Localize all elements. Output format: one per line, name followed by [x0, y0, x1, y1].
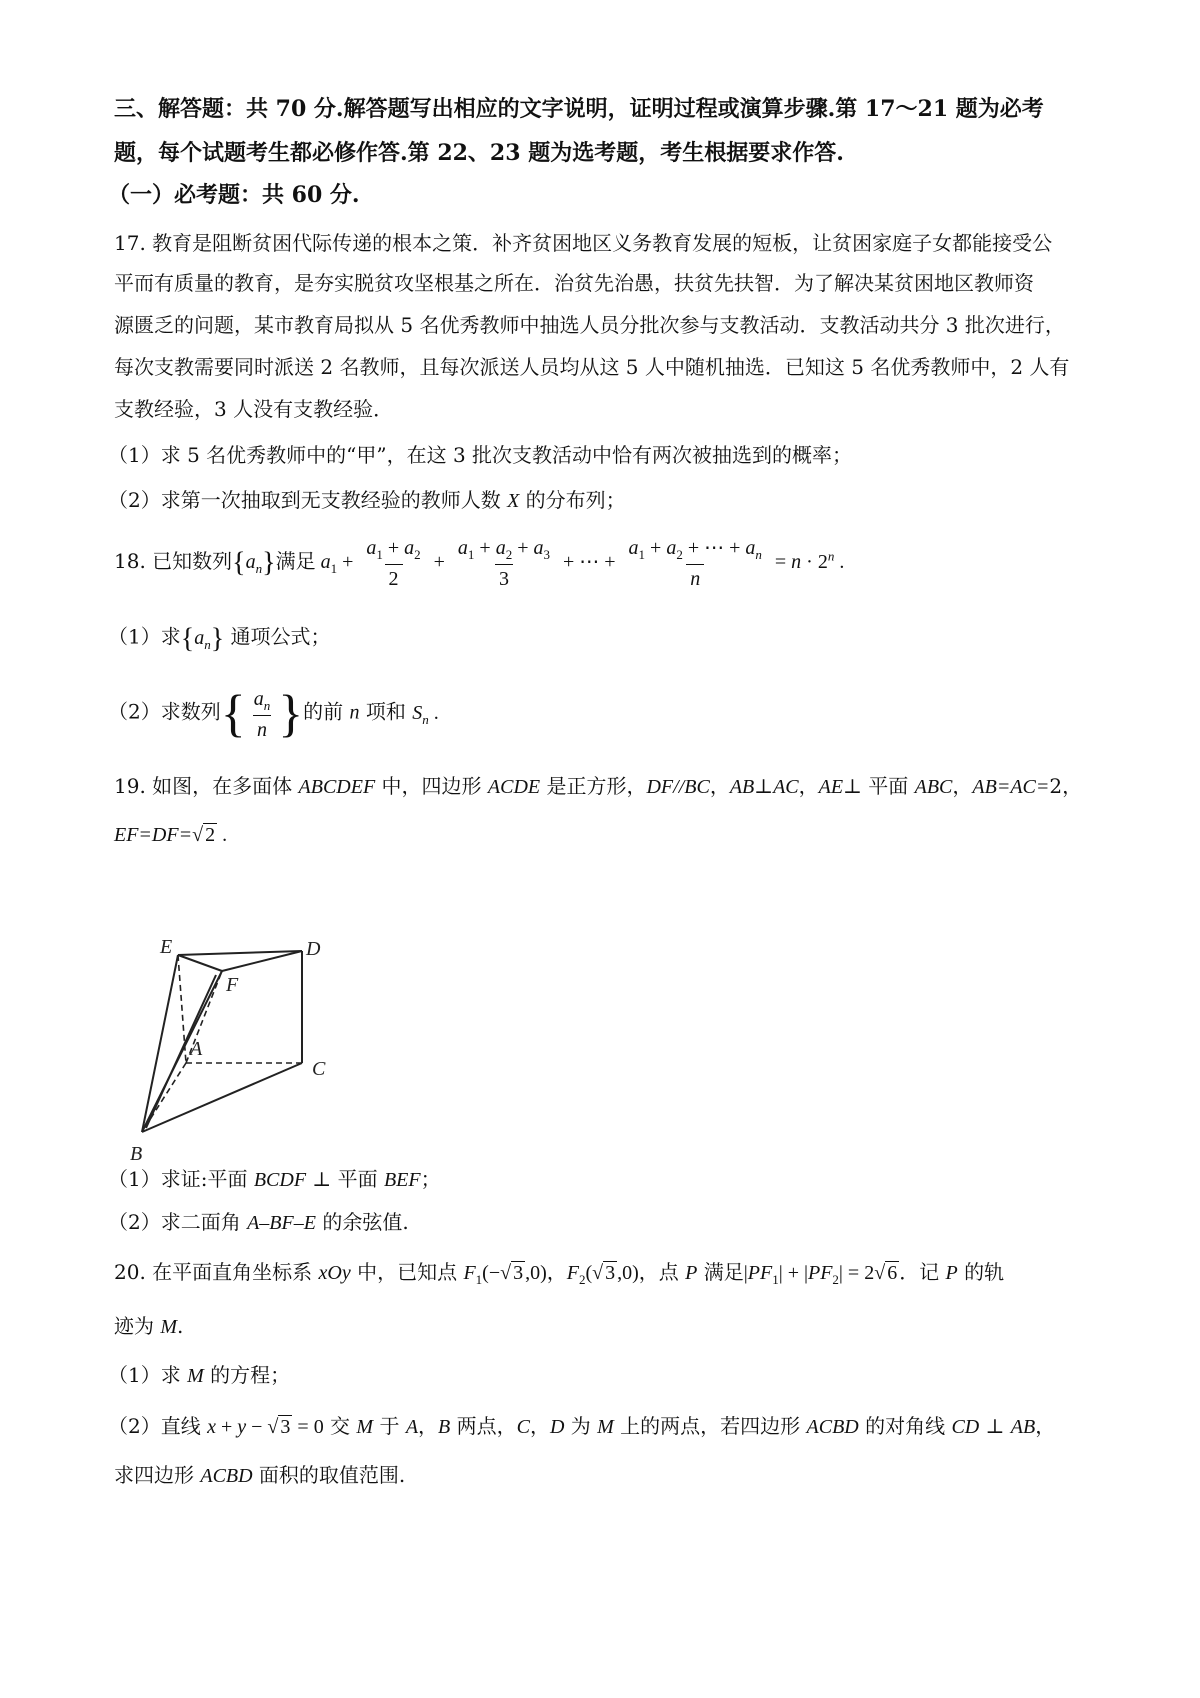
section-header-line2: 题，每个试题考生都必修作答.第 22、23 题为选考题，考生根据要求作答. — [114, 140, 844, 166]
q19-t14: ABC — [914, 776, 953, 798]
q20-condition: $|PF_1| + |PF_2| = 2√$ 6 — [743, 1262, 898, 1287]
q19-p2-t1: （2）求二面角 — [108, 1210, 248, 1234]
q20-t2: xOy — [318, 1262, 351, 1284]
edge-ea-dashed — [178, 955, 186, 1063]
q19-part2 — [108, 1212, 409, 1233]
q19-t10: AC — [773, 776, 799, 798]
q17-part2-text: （2）求第一次抽取到无支教经验的教师人数 — [108, 488, 508, 512]
q18-part2-text: （2）求数列 — [108, 699, 221, 724]
q20-last-line — [114, 1465, 405, 1486]
label-f: F — [226, 974, 239, 996]
q19-ef-df: EF=DF= — [114, 824, 193, 846]
q19-t8: AB — [729, 776, 755, 798]
q19-p2-t3: 的余弦值. — [315, 1210, 409, 1234]
q17-line2: 平而有质量的教育，是夯实脱贫攻坚根基之所在．治贫先治愚，扶贫先扶智．为了解决某贫困地区教师资 — [114, 271, 1034, 295]
q20-p2-t20: ， — [1035, 1414, 1056, 1438]
q20-p2-t10: ， — [529, 1414, 550, 1438]
q20-p2-t4: 于 — [373, 1414, 406, 1438]
q20-f1: $F_1(-√$ 3 ,0) — [463, 1262, 547, 1287]
q18-part2-text-mid: 的前 — [303, 699, 350, 724]
q19-t17: 2， — [1049, 774, 1083, 798]
q20-l2-t2: M — [160, 1316, 178, 1338]
q20-t3: 中，已知点 — [350, 1260, 464, 1284]
q19-t15: ， — [952, 774, 973, 798]
label-e: E — [160, 936, 173, 958]
q18-intro — [114, 538, 844, 589]
edge-eb — [142, 955, 178, 1132]
section-header-line1: 三、解答题：共 70 分.解答题写出相应的文字说明，证明过程或演算步骤.第 17～21 题为必考 — [114, 96, 1044, 122]
edge-ef — [178, 955, 222, 971]
q20-p2-t3: M — [356, 1416, 374, 1438]
q20-line1: 20. 在平面直角坐标系 xOy 中，已知点 $F_1(-√$ 3 ,0)，$F_2(√$ 3 ,0)，点 P 满足$|PF_1| + |PF_2| = 2√$ 6 ．记 P 的轨 — [114, 1260, 1005, 1287]
q20-t7: ．记 — [899, 1260, 946, 1284]
q18-intro-text: 18. 已知数列 — [114, 549, 233, 574]
q20-p2-t18: ⊥ — [979, 1414, 1011, 1438]
q20-p2-t17: CD — [951, 1416, 980, 1438]
q20-t5: P — [685, 1262, 698, 1284]
q18-formula: $a_1$ + $\frac{a_1 + a_2}{2}$ + $\frac{a_1 + a_2 + a_3}{3}$ + ⋯ + $\frac{a_1 + a_2 + \cdots + a_n}{n}$ = $n \cdot 2^n$ . — [320, 537, 845, 590]
q20-p1-t2: M — [187, 1365, 204, 1387]
q18-part1-seq: $\{a_n\}$ — [180, 623, 225, 654]
q17-part2 — [108, 490, 626, 511]
q20-t8: P — [945, 1262, 958, 1284]
q19-line1 — [114, 776, 1082, 797]
q19-t1: 19. 如图，在多面体 — [114, 774, 299, 798]
q20-p1-t1: （1）求 — [108, 1363, 188, 1387]
q18-part1-text-end: 通项公式； — [224, 624, 331, 649]
q19-p1-t1: （1）求证:平面 — [108, 1167, 254, 1191]
label-a: A — [190, 1038, 203, 1060]
q19-p2-t2: A–BF–E — [247, 1212, 316, 1234]
q18-part1-text: （1）求 — [108, 624, 181, 649]
q20-p2-t9: C — [516, 1416, 530, 1438]
edge-bc — [142, 1063, 302, 1132]
q20-p2-t16: 的对角线 — [858, 1414, 952, 1438]
q20-p2-t2: 交 — [323, 1414, 357, 1438]
q19-t16: AB=AC= — [972, 776, 1050, 798]
q20-p2-t13: M — [597, 1416, 614, 1438]
q20-p2-t7: B — [438, 1416, 451, 1438]
q18-part2-text-end: 项和 — [359, 699, 413, 724]
q20-t6: 满足 — [697, 1260, 744, 1284]
q18-part2-seq: { $\frac{a_n}{n}$ } — [220, 685, 304, 742]
q18-part1 — [108, 625, 331, 653]
q20-p2-t6: ， — [418, 1414, 439, 1438]
q20-ll-t1: 求四边形 — [114, 1463, 201, 1487]
q20-p2-t5: A — [405, 1416, 419, 1438]
q17-line1: 17. 教育是阻断贫困代际传递的根本之策．补齐贫困地区义务教育发展的短板，让贫困家庭子女都能接受公 — [114, 231, 1053, 255]
q20-p2-t15: ACBD — [806, 1416, 859, 1438]
q20-p2-t19: AB — [1010, 1416, 1036, 1438]
q19-p1-t4: BEF — [383, 1169, 421, 1191]
q20-t4: ，点 — [638, 1260, 686, 1284]
q19-t5: 是正方形， — [540, 774, 647, 798]
q19-p1-t3: ⊥ 平面 — [306, 1167, 384, 1191]
q18-sum-sn: $S_n$ . — [412, 701, 439, 727]
q18-intro-satisfy: 满足 — [275, 549, 316, 574]
q20-l2-t1: 迹为 — [114, 1314, 161, 1338]
q20-t9: 的轨 — [957, 1260, 1005, 1284]
q18-part2 — [108, 685, 439, 742]
q20-p2-t12: 为 — [564, 1414, 598, 1438]
polyhedron-figure — [130, 935, 360, 1165]
sub-header: （一）必考题：共 60 分. — [108, 182, 360, 208]
q20-p2-t8: 两点， — [450, 1414, 517, 1438]
q17-line5: 支教经验，3 人没有支教经验． — [114, 397, 394, 421]
q19-t9: ⊥ — [754, 774, 774, 798]
q20-l2-t3: . — [177, 1314, 184, 1338]
q20-p2-t14: 上的两点，若四边形 — [613, 1414, 807, 1438]
q19-t7: ， — [709, 774, 730, 798]
q19-t2: ABCDEF — [298, 776, 376, 798]
q19-t3: 中，四边形 — [375, 774, 488, 798]
q20-part1 — [108, 1365, 290, 1386]
q17-line3: 源匮乏的问题，某市教育局拟从 5 名优秀教师中抽选人员分批次参与支教活动．支教活动共分 3 批次进行， — [114, 313, 1065, 337]
q20-ll-t3: 面积的取值范围. — [252, 1463, 406, 1487]
edge-ed — [178, 951, 302, 955]
q20-line-eq: x + y − √ 3 = 0 — [207, 1416, 324, 1438]
label-c: C — [312, 1058, 326, 1080]
q20-p2-t11: D — [549, 1416, 565, 1438]
q19-t12: AE — [818, 776, 844, 798]
q17-part2-text-end: 的分布列； — [519, 488, 626, 512]
q20-f2: $F_2(√$ 3 ,0) — [566, 1262, 639, 1287]
q18-var-n: n — [349, 701, 360, 724]
q19-p1-t5: ； — [420, 1167, 441, 1191]
label-d: D — [306, 938, 321, 960]
q17-var-x: X — [507, 490, 520, 512]
q19-line2 — [114, 824, 227, 845]
q17-part1: （1）求 5 名优秀教师中的“甲”，在这 3 批次支教活动中恰有两次被抽选到的概率； — [108, 443, 853, 467]
q19-p1-t2: BCDF — [253, 1169, 307, 1191]
q20-t1: 20. 在平面直角坐标系 — [114, 1260, 319, 1284]
q17-line4: 每次支教需要同时派送 2 名教师，且每次派送人员均从这 5 人中随机抽选．已知这 5 名优秀教师中，2 人有 — [114, 355, 1070, 379]
q19-t4: ACDE — [487, 776, 541, 798]
q20-part2 — [108, 1416, 1055, 1437]
q19-part1 — [108, 1169, 441, 1190]
q18-seq-a-n: $\{a_n\}$ — [232, 547, 276, 579]
q19-sqrt2: √ 2 . — [192, 824, 228, 846]
q20-p2-t1: （2）直线 — [108, 1414, 208, 1438]
q20-line2 — [114, 1316, 183, 1337]
label-b: B — [130, 1143, 143, 1165]
q19-t13: ⊥ 平面 — [843, 774, 915, 798]
q20-p1-t3: 的方程； — [203, 1363, 291, 1387]
q19-t6: DF//BC — [646, 776, 710, 798]
q20-ll-t2: ACBD — [200, 1465, 253, 1487]
q19-t11: ， — [798, 774, 819, 798]
